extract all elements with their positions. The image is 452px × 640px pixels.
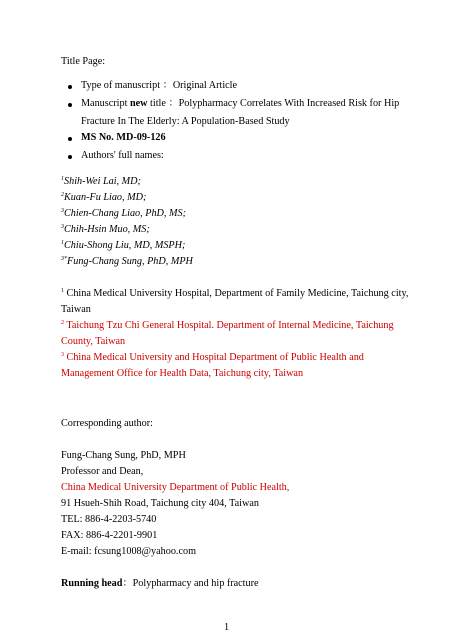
corresponding-department: China Medical University Department of Public Health, xyxy=(61,482,290,493)
author-name: Chien-Chang Liao, PhD, MS; xyxy=(64,208,186,219)
author-affiliation-sup: 1 xyxy=(61,176,64,182)
manuscript-type-label: Type of manuscript xyxy=(81,80,161,91)
author-name: Chiu-Shong Liu, MD, MSPH; xyxy=(64,240,186,251)
affiliation-2 xyxy=(61,320,394,332)
author-line xyxy=(61,224,150,236)
corresponding-position: Professor and Dean, xyxy=(61,466,144,477)
corresponding-email: E-mail: fcsung1008@yahoo.com xyxy=(61,546,196,557)
author-line xyxy=(61,256,193,268)
bullet-icon xyxy=(68,155,72,159)
corresponding-heading: Corresponding author: xyxy=(61,418,153,429)
affiliation-3 xyxy=(61,352,364,364)
affiliation-sup: 2 xyxy=(61,320,64,326)
running-head-value: Polypharmacy and hip fracture xyxy=(132,578,259,589)
manuscript-title-item xyxy=(81,98,399,110)
title-page-heading: Title Page: xyxy=(61,56,106,67)
ms-number: MS No. MD-09-126 xyxy=(81,132,166,143)
affiliation-text: Taichung Tzu Chi General Hospital. Department of Internal Medicine, Taichung xyxy=(66,320,394,331)
colon: ： xyxy=(162,80,173,91)
colon: ： xyxy=(168,98,179,109)
author-affiliation-sup: 3 xyxy=(61,224,64,230)
affiliation-text: China Medical University Hospital, Department of Family Medicine, Taichung city, xyxy=(66,288,409,299)
affiliation-sup: 1 xyxy=(61,288,64,294)
manuscript-type-item xyxy=(81,80,237,92)
bullet-icon xyxy=(68,137,72,141)
affiliation-3-line2: Management Office for Health Data, Taichung city, Taiwan xyxy=(61,368,304,379)
running-head-label: Running head xyxy=(61,578,123,589)
authors-label: Authors' full names: xyxy=(81,150,164,161)
author-line xyxy=(61,176,141,188)
affiliation-1-line2: Taiwan xyxy=(61,304,91,315)
manuscript-title-line2: Fracture In The Elderly: A Population-Based Study xyxy=(81,116,290,127)
author-affiliation-sup: 3* xyxy=(61,256,67,262)
author-name: Shih-Wei Lai, MD; xyxy=(64,176,141,187)
affiliation-sup: 3 xyxy=(61,352,64,358)
author-name: Fung-Chang Sung, PhD, MPH xyxy=(67,256,193,267)
colon: ： xyxy=(122,578,133,589)
author-name: Kuan-Fu Liao, MD; xyxy=(64,192,147,203)
author-affiliation-sup: 2 xyxy=(61,192,64,198)
affiliation-2-line2: County, Taiwan xyxy=(61,336,126,347)
author-affiliation-sup: 3 xyxy=(61,208,64,214)
corresponding-address: 91 Hsueh-Shih Road, Taichung city 404, Taiwan xyxy=(61,498,259,509)
manuscript-title-line1: Polypharmacy Correlates With Increased Risk for Hip xyxy=(178,98,400,109)
corresponding-tel: TEL: 886-4-2203-5740 xyxy=(61,514,157,525)
page-number: 1 xyxy=(224,622,230,633)
corresponding-fax: FAX: 886-4-2201-9901 xyxy=(61,530,158,541)
author-affiliation-sup: 1 xyxy=(61,240,64,246)
bullet-icon xyxy=(68,85,72,89)
author-line xyxy=(61,240,185,252)
affiliation-text: China Medical University and Hospital Department of Public Health and xyxy=(66,352,364,363)
corresponding-name: Fung-Chang Sung, PhD, MPH xyxy=(61,450,186,461)
author-name: Chih-Hsin Muo, MS; xyxy=(64,224,150,235)
title-label: title xyxy=(150,98,166,109)
manuscript-label: Manuscript xyxy=(81,98,128,109)
author-line xyxy=(61,192,146,204)
manuscript-type-value: Original Article xyxy=(172,80,238,91)
bullet-icon xyxy=(68,103,72,107)
running-head xyxy=(61,578,259,590)
affiliation-1 xyxy=(61,288,408,300)
new-label: new xyxy=(129,98,148,109)
author-line xyxy=(61,208,186,220)
